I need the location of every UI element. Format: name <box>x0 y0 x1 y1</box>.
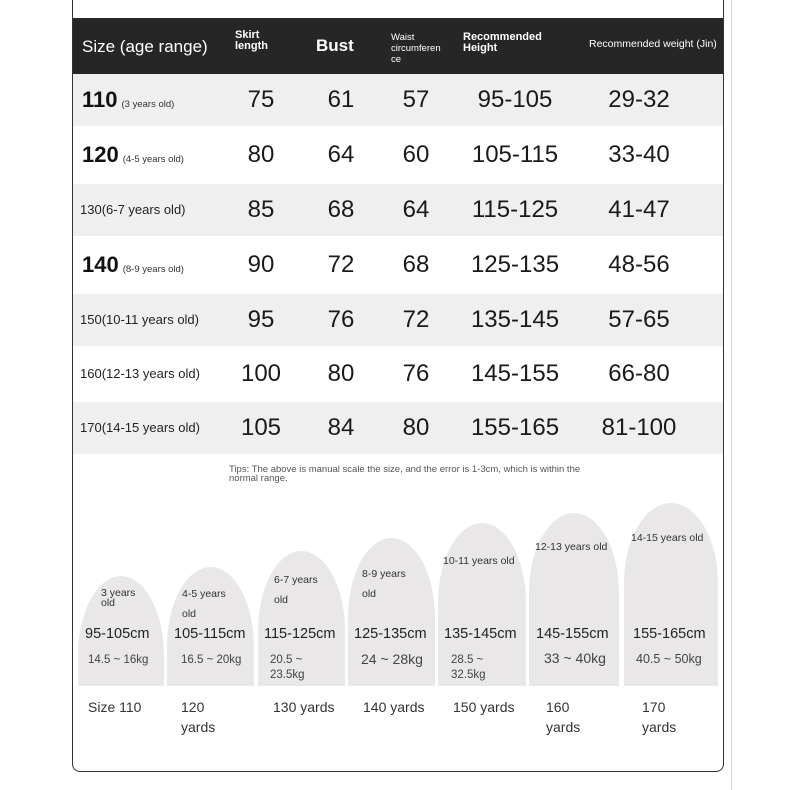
arch-height: 135-145cm <box>444 626 517 642</box>
height-cell: 155-165 <box>470 414 560 441</box>
table-row <box>73 294 723 346</box>
skirt-cell: 85 <box>247 196 275 223</box>
header-waist-line1: Waist <box>391 32 415 43</box>
table-row <box>73 346 723 402</box>
size-number: 140 <box>82 252 119 277</box>
height-cell: 145-155 <box>470 360 560 387</box>
arch-size-label <box>642 697 676 737</box>
arch-weight-line1: 28.5 ~ <box>451 654 484 666</box>
arch-weight-line1: 16.5 ~ 20kg <box>181 654 242 666</box>
arch-label-line2: yards <box>181 719 216 735</box>
arch-age <box>274 570 318 610</box>
arch-label-line1: 150 yards <box>453 699 515 715</box>
arch-age-line2: old <box>274 594 289 606</box>
waist-cell: 72 <box>402 306 430 333</box>
size-cell <box>82 252 184 278</box>
arch-weight-line1: 14.5 ~ 16kg <box>88 654 149 666</box>
size-cell <box>82 311 199 329</box>
header-height-line2: Height <box>463 42 498 54</box>
arch-age-line2: old <box>101 597 116 609</box>
table-row <box>73 126 723 184</box>
arch-age <box>182 584 226 624</box>
height-cell: 95-105 <box>477 86 553 113</box>
arch-size-label <box>363 697 424 717</box>
skirt-cell: 95 <box>247 306 275 333</box>
arch-age-line1: 14-15 years old <box>631 532 704 544</box>
weight-cell: 33-40 <box>608 141 670 168</box>
size-number: 120 <box>82 142 119 167</box>
bust-cell: 68 <box>327 196 355 223</box>
arch-age <box>101 588 135 608</box>
arch-age <box>631 528 703 548</box>
bust-cell: 84 <box>327 414 355 441</box>
arch-weight-line1: 20.5 ~ <box>270 654 303 666</box>
waist-cell: 68 <box>402 251 430 278</box>
size-cell <box>82 419 200 437</box>
header-waist-line3: ce <box>391 54 402 65</box>
arch-size-label <box>546 697 580 737</box>
table-header <box>73 18 723 74</box>
size-table <box>73 18 723 454</box>
table-row <box>73 184 723 236</box>
arch-age-line1: 6-7 years <box>274 574 318 586</box>
skirt-cell: 90 <box>247 251 275 278</box>
waist-cell: 57 <box>402 86 430 113</box>
arch-size-label <box>88 697 141 717</box>
arch-weight-line2: 32.5kg <box>451 669 486 681</box>
header-skirt-line1: Skirt <box>235 29 260 41</box>
height-cell: 115-125 <box>471 196 559 223</box>
arch-age <box>443 551 515 571</box>
arch-weight <box>181 653 241 668</box>
arch-weight <box>270 653 305 683</box>
arch-label-line2: yards <box>642 719 677 735</box>
size-cell <box>82 201 186 219</box>
weight-cell: 81-100 <box>601 414 677 441</box>
table-row <box>73 402 723 454</box>
size-label: 160(12-13 years old) <box>80 366 200 381</box>
size-label: 130(6-7 years old) <box>80 202 186 217</box>
arch-height: 125-135cm <box>354 626 427 642</box>
header-size: Size (age range) <box>82 37 208 56</box>
size-age: (3 years old) <box>121 99 175 110</box>
arch-age-line2: old <box>362 588 377 600</box>
arch-height: 95-105cm <box>85 626 150 642</box>
header-waist <box>391 32 461 65</box>
arch-age-line1: 12-13 years old <box>535 541 608 553</box>
weight-cell: 66-80 <box>608 360 670 387</box>
weight-cell: 48-56 <box>608 251 670 278</box>
size-number: 110 <box>82 87 118 112</box>
table-row <box>73 236 723 294</box>
bust-cell: 76 <box>327 306 355 333</box>
skirt-cell: 105 <box>240 414 282 441</box>
size-label: 170(14-15 years old) <box>80 420 200 435</box>
bust-cell: 80 <box>327 360 355 387</box>
size-cell <box>82 142 184 168</box>
arch-age <box>535 537 607 557</box>
skirt-cell: 80 <box>247 141 275 168</box>
arch-weight <box>544 651 606 666</box>
arch-weight <box>451 653 486 683</box>
arch-weight-line1: 24 ~ 28kg <box>361 651 423 667</box>
skirt-cell: 100 <box>240 360 282 387</box>
weight-cell: 57-65 <box>608 306 670 333</box>
arch-label-line1: 120 <box>181 699 205 715</box>
arch-age-line1: 3 years <box>101 587 136 599</box>
tips-note: Tips: The above is manual scale the size, and the error is 1-3cm, which is within the normal range. <box>229 464 581 484</box>
arch-age <box>362 564 406 604</box>
bust-cell: 72 <box>327 251 355 278</box>
header-weight: Recommended weight (Jin) <box>589 38 717 50</box>
arch-size-label <box>273 697 334 717</box>
arch-age-line1: 8-9 years <box>362 568 406 580</box>
arch-label-line1: 140 yards <box>363 699 425 715</box>
arch-size-label <box>181 697 215 737</box>
size-age: (4-5 years old) <box>122 154 184 165</box>
header-waist-line2: circumferen <box>391 43 441 54</box>
arch-weight-line1: 33 ~ 40kg <box>544 650 606 666</box>
header-height-line1: Recommended <box>463 31 542 43</box>
waist-cell: 64 <box>402 196 430 223</box>
size-age: (8-9 years old) <box>122 264 184 275</box>
arch-label-line1: 130 yards <box>273 699 335 715</box>
weight-cell: 41-47 <box>608 196 670 223</box>
waist-cell: 80 <box>402 414 430 441</box>
arch-weight <box>88 653 148 668</box>
arch-size-label <box>453 697 514 717</box>
arch-label-line2: yards <box>546 719 581 735</box>
weight-cell: 29-32 <box>608 86 670 113</box>
arch-label-line1: 160 <box>546 699 570 715</box>
height-cell: 135-145 <box>470 306 560 333</box>
arch-label-line1: Size 110 <box>88 699 142 715</box>
height-cell: 125-135 <box>470 251 560 278</box>
arch-weight-line2: 23.5kg <box>270 669 305 681</box>
size-cell <box>82 87 174 113</box>
height-cell: 105-115 <box>471 141 559 168</box>
waist-cell: 76 <box>402 360 430 387</box>
header-skirt-line2: length <box>235 40 268 52</box>
arch-age-line1: 10-11 years old <box>443 555 515 567</box>
arch-height: 155-165cm <box>633 626 706 642</box>
arch-weight-line1: 40.5 ~ 50kg <box>636 652 702 666</box>
arch-weight <box>361 652 423 667</box>
bust-cell: 61 <box>327 86 355 113</box>
arch-label-line1: 170 <box>642 699 666 715</box>
bust-cell: 64 <box>327 141 355 168</box>
arch-height: 105-115cm <box>174 626 246 642</box>
skirt-cell: 75 <box>247 86 275 113</box>
header-skirt-length <box>235 30 268 52</box>
arch-age-line1: 4-5 years <box>182 588 226 600</box>
size-label: 150(10-11 years old) <box>80 312 199 327</box>
size-chart-card <box>72 0 724 772</box>
arch-weight <box>636 652 702 667</box>
arch-age-line2: old <box>182 608 197 620</box>
page-edge-line <box>731 0 732 790</box>
header-height <box>463 32 542 54</box>
arch-height: 115-125cm <box>264 626 336 642</box>
arch-height: 145-155cm <box>536 626 609 642</box>
size-cell <box>82 365 200 383</box>
waist-cell: 60 <box>402 141 430 168</box>
table-row <box>73 74 723 126</box>
header-bust: Bust <box>316 36 354 55</box>
